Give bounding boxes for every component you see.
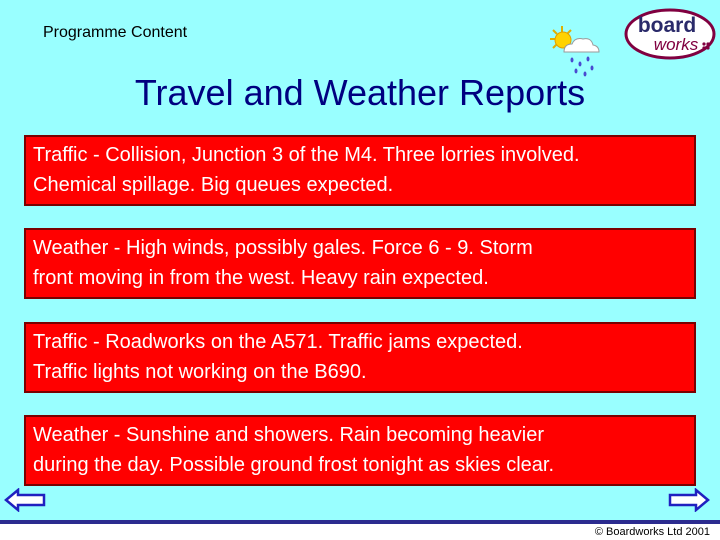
report-traffic-m4: Traffic - Collision, Junction 3 of the M4. Three lorries involved. Chemical spillage. Big queues expected.	[24, 135, 696, 206]
right-arrow-icon	[670, 490, 708, 510]
next-arrow-button[interactable]	[668, 488, 710, 512]
section-label: Programme Content	[43, 24, 188, 41]
boardworks-logo	[624, 8, 716, 60]
logo-bottom-text: works	[653, 35, 699, 54]
report-weather-gales: Weather - High winds, possibly gales. Force 6 - 9. Storm front moving in from the west. Heavy rain expected.	[24, 228, 696, 299]
page-title: Travel and Weather Reports	[134, 72, 586, 113]
report-weather-showers: Weather - Sunshine and showers. Rain becoming heavier during the day. Possible ground frost tonight as skies clear.	[24, 415, 696, 486]
back-arrow-button[interactable]	[4, 488, 46, 512]
report-traffic-a571: Traffic - Roadworks on the A571. Traffic jams expected. Traffic lights not working on the B690.	[24, 322, 696, 393]
left-arrow-icon	[6, 490, 44, 510]
copyright-text: © Boardworks Ltd 2001	[594, 526, 710, 538]
logo-top-text: board	[637, 14, 697, 37]
